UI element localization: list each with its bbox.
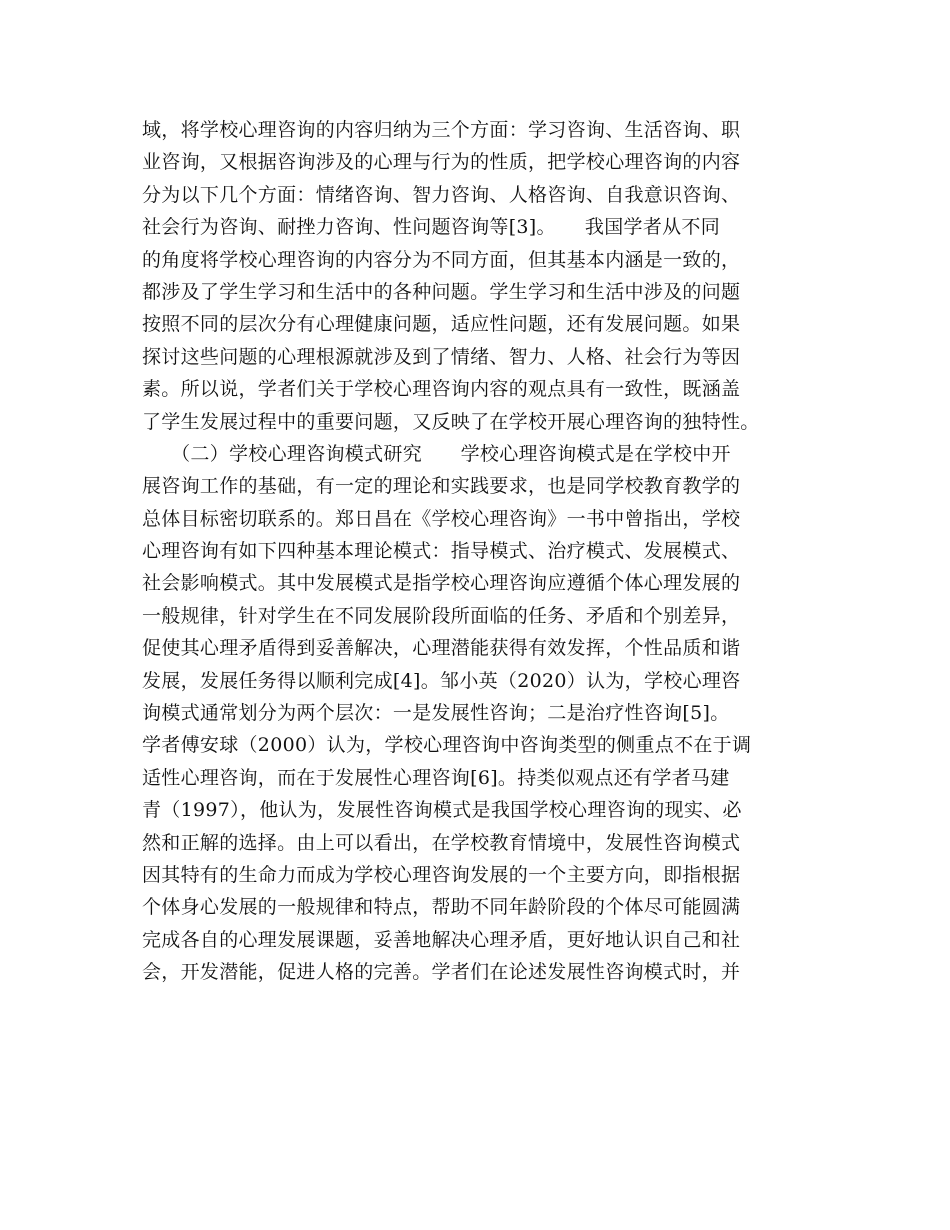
text-line: 学者傅安球（2000）认为，学校心理咨询中咨询类型的侧重点不在于调 xyxy=(142,734,752,757)
text-line: 社会行为咨询、耐挫力咨询、性问题咨询等[3]。 我国学者从不同 xyxy=(142,216,721,239)
text-line: 域，将学校心理咨询的内容归纳为三个方面：学习咨询、生活咨询、职 xyxy=(142,119,741,141)
text-line: 青（1997），他认为，发展性咨询模式是我国学校心理咨询的现实、必 xyxy=(142,799,742,822)
text-line: 然和正解的选择。由上可以看出，在学校教育情境中，发展性咨询模式 xyxy=(142,831,741,854)
text-line: 分为以下几个方面：情绪咨询、智力咨询、人格咨询、自我意识咨询、 xyxy=(142,183,741,206)
text-line: 适性心理咨询，而在于发展性心理咨询[6]。持类似观点还有学者马建 xyxy=(142,766,730,789)
text-line: 促使其心理矛盾得到妥善解决，心理潜能获得有效发挥，个性品质和谐 xyxy=(142,637,741,660)
text-line: 总体目标密切联系的。郑日昌在《学校心理咨询》一书中曾指出，学校 xyxy=(142,507,741,530)
text-line: 完成各自的心理发展课题，妥善地解决心理矛盾，更好地认识自己和社 xyxy=(142,928,741,951)
text-line: 心理咨询有如下四种基本理论模式：指导模式、治疗模式、发展模式、 xyxy=(142,540,741,563)
text-line: 询模式通常划分为两个层次：一是发展性咨询；二是治疗性咨询[5]。 xyxy=(142,702,730,725)
text-line: 展咨询工作的基础，有一定的理论和实践要求，也是同学校教育教学的 xyxy=(142,475,741,498)
text-line: 发展，发展任务得以顺利完成[4]。邹小英（2020）认为，学校心理咨 xyxy=(142,669,741,692)
text-line: 探讨这些问题的心理根源就涉及到了情绪、智力、人格、社会行为等因 xyxy=(142,345,741,368)
text-line: 一般规律，针对学生在不同发展阶段所面临的任务、矛盾和个别差异， xyxy=(142,604,741,627)
text-line: 个体身心发展的一般规律和特点，帮助不同年龄阶段的个体尽可能圆满 xyxy=(142,896,741,919)
text-line: 社会影响模式。其中发展模式是指学校心理咨询应遵循个体心理发展的 xyxy=(142,572,741,595)
text-line: 会，开发潜能，促进人格的完善。学者们在论述发展性咨询模式时，并 xyxy=(142,961,741,984)
text-line: 业咨询，又根据咨询涉及的心理与行为的性质，把学校心理咨询的内容 xyxy=(142,151,741,174)
text-line: 都涉及了学生学习和生活中的各种问题。学生学习和生活中涉及的问题 xyxy=(142,280,741,303)
text-line: 按照不同的层次分有心理健康问题，适应性问题，还有发展问题。如果 xyxy=(142,313,741,336)
text-line: 了学生发展过程中的重要问题，又反映了在学校开展心理咨询的独特性。 xyxy=(142,410,760,433)
text-line: 的角度将学校心理咨询的内容分为不同方面，但其基本内涵是一致的， xyxy=(142,248,741,271)
text-line: 素。所以说，学者们关于学校心理咨询内容的观点具有一致性，既涵盖 xyxy=(142,378,741,401)
document-body xyxy=(142,114,822,989)
text-line: 因其特有的生命力而成为学校心理咨询发展的一个主要方向，即指根据 xyxy=(142,863,741,886)
section-heading-line: （二）学校心理咨询模式研究 学校心理咨询模式是在学校中开 xyxy=(142,442,731,465)
